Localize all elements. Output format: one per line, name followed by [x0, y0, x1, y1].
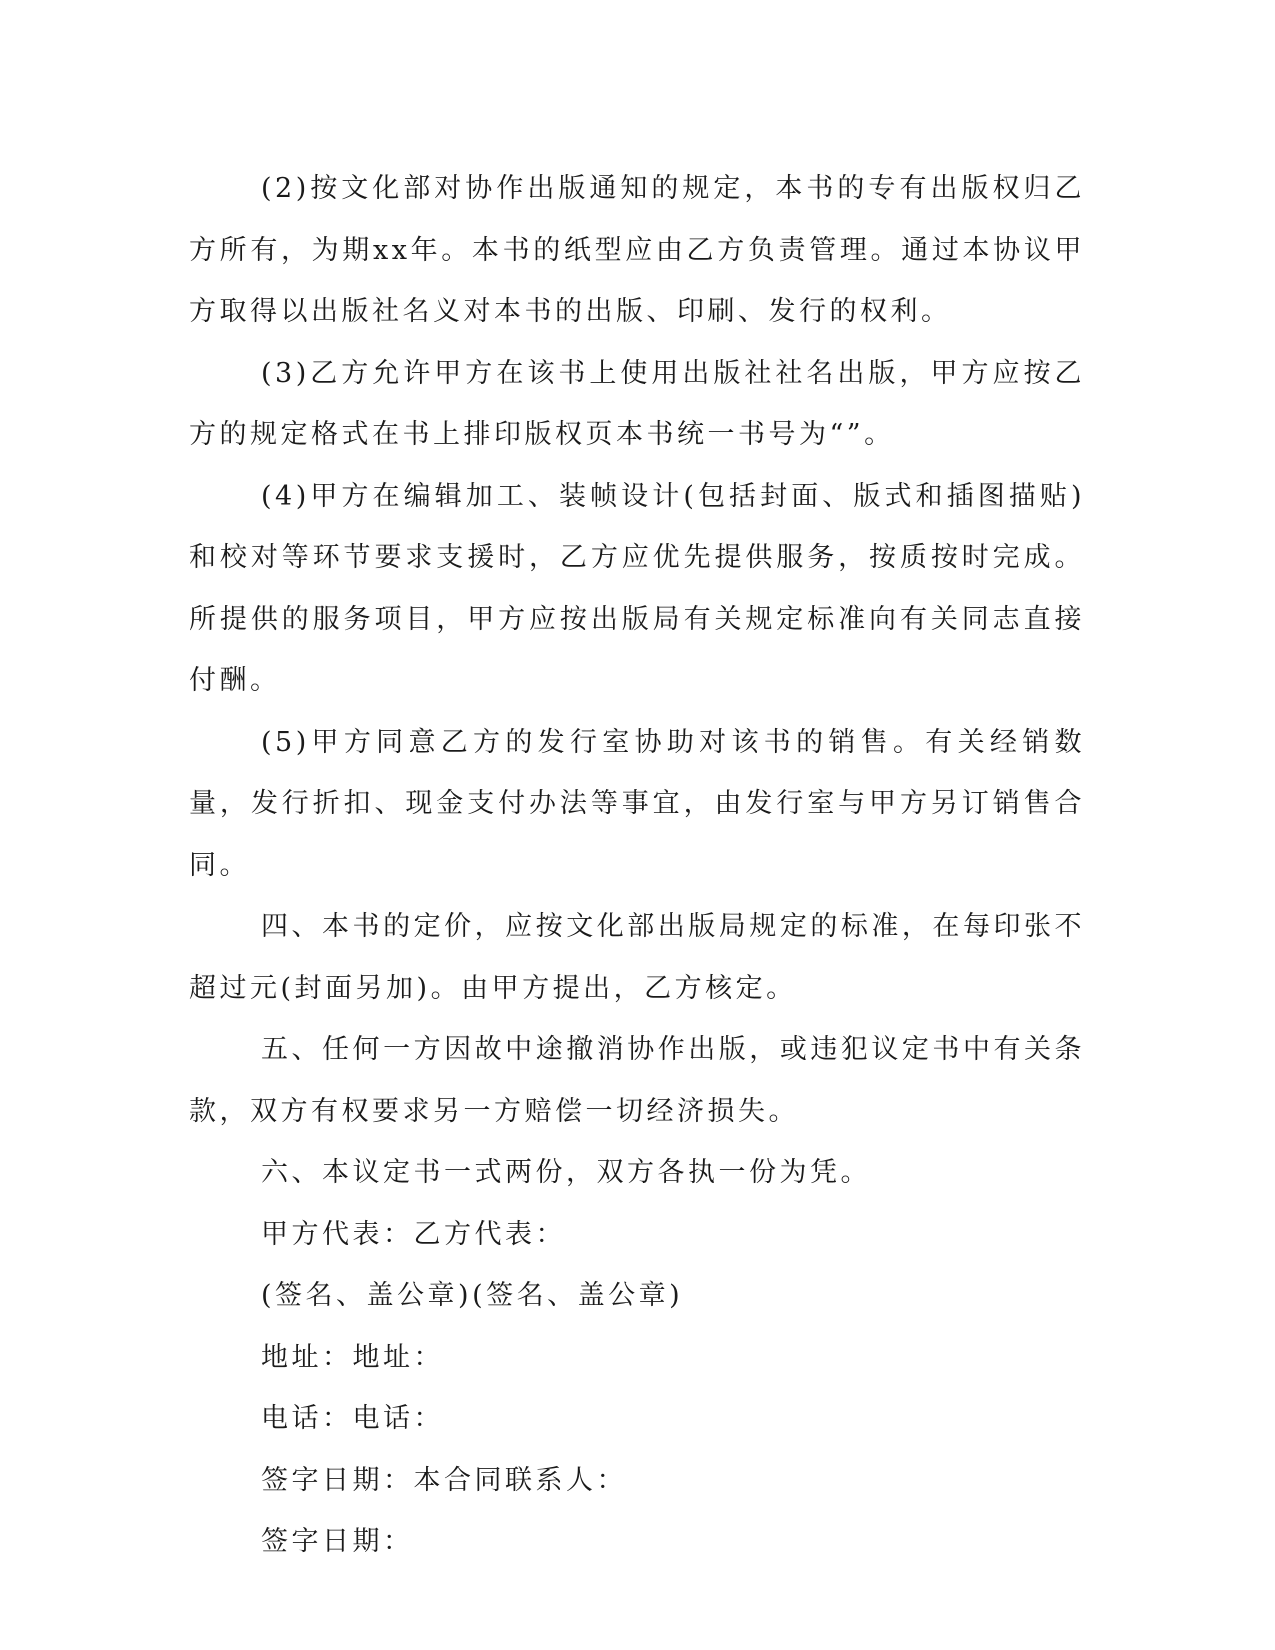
phone-line: 电话：电话：: [261, 1403, 444, 1434]
sign-date-line: 签字日期：: [261, 1526, 414, 1557]
party-representative-line: 甲方代表：乙方代表：: [261, 1218, 566, 1250]
clause-paragraph: 五、任何一方因故中途撤消协作出版，或违犯议定书中有关条款，双方有权要求另一方赔偿一切经济损失。: [189, 1034, 1085, 1127]
clause-paragraph: (4)甲方在编辑加工、装帧设计(包括封面、版式和插图描贴)和校对等环节要求支援时，乙方应优先提供服务，按质按时完成。所提供的服务项目，甲方应按出版局有关规定标准向有关同志直接付酬。: [189, 480, 1085, 696]
clause-paragraph: 四、本书的定价，应按文化部出版局规定的标准，在每印张不超过元(封面另加)。由甲方提出，乙方核定。: [189, 911, 1085, 1004]
clause-paragraph: (2)按文化部对协作出版通知的规定，本书的专有出版权归乙方所有，为期xx年。本书的纸型应由乙方负责管理。通过本协议甲方取得以出版社名义对本书的出版、印刷、发行的权利。: [189, 173, 1085, 327]
clause-paragraph: (5)甲方同意乙方的发行室协助对该书的销售。有关经销数量，发行折扣、现金支付办法等事宜，由发行室与甲方另订销售合同。: [189, 726, 1085, 881]
sign-date-contact-line: 签字日期：本合同联系人：: [261, 1464, 627, 1496]
document-body: [189, 158, 1085, 1573]
clause-line: 六、本议定书一式两份，双方各执一份为凭。: [261, 1157, 871, 1188]
signature-seal-line: (签名、盖公章)(签名、盖公章): [261, 1280, 684, 1311]
clause-paragraph: (3)乙方允许甲方在该书上使用出版社社名出版，甲方应按乙方的规定格式在书上排印版权页本书统一书号为“”。: [189, 357, 1085, 450]
address-line: 地址：地址：: [261, 1341, 444, 1373]
